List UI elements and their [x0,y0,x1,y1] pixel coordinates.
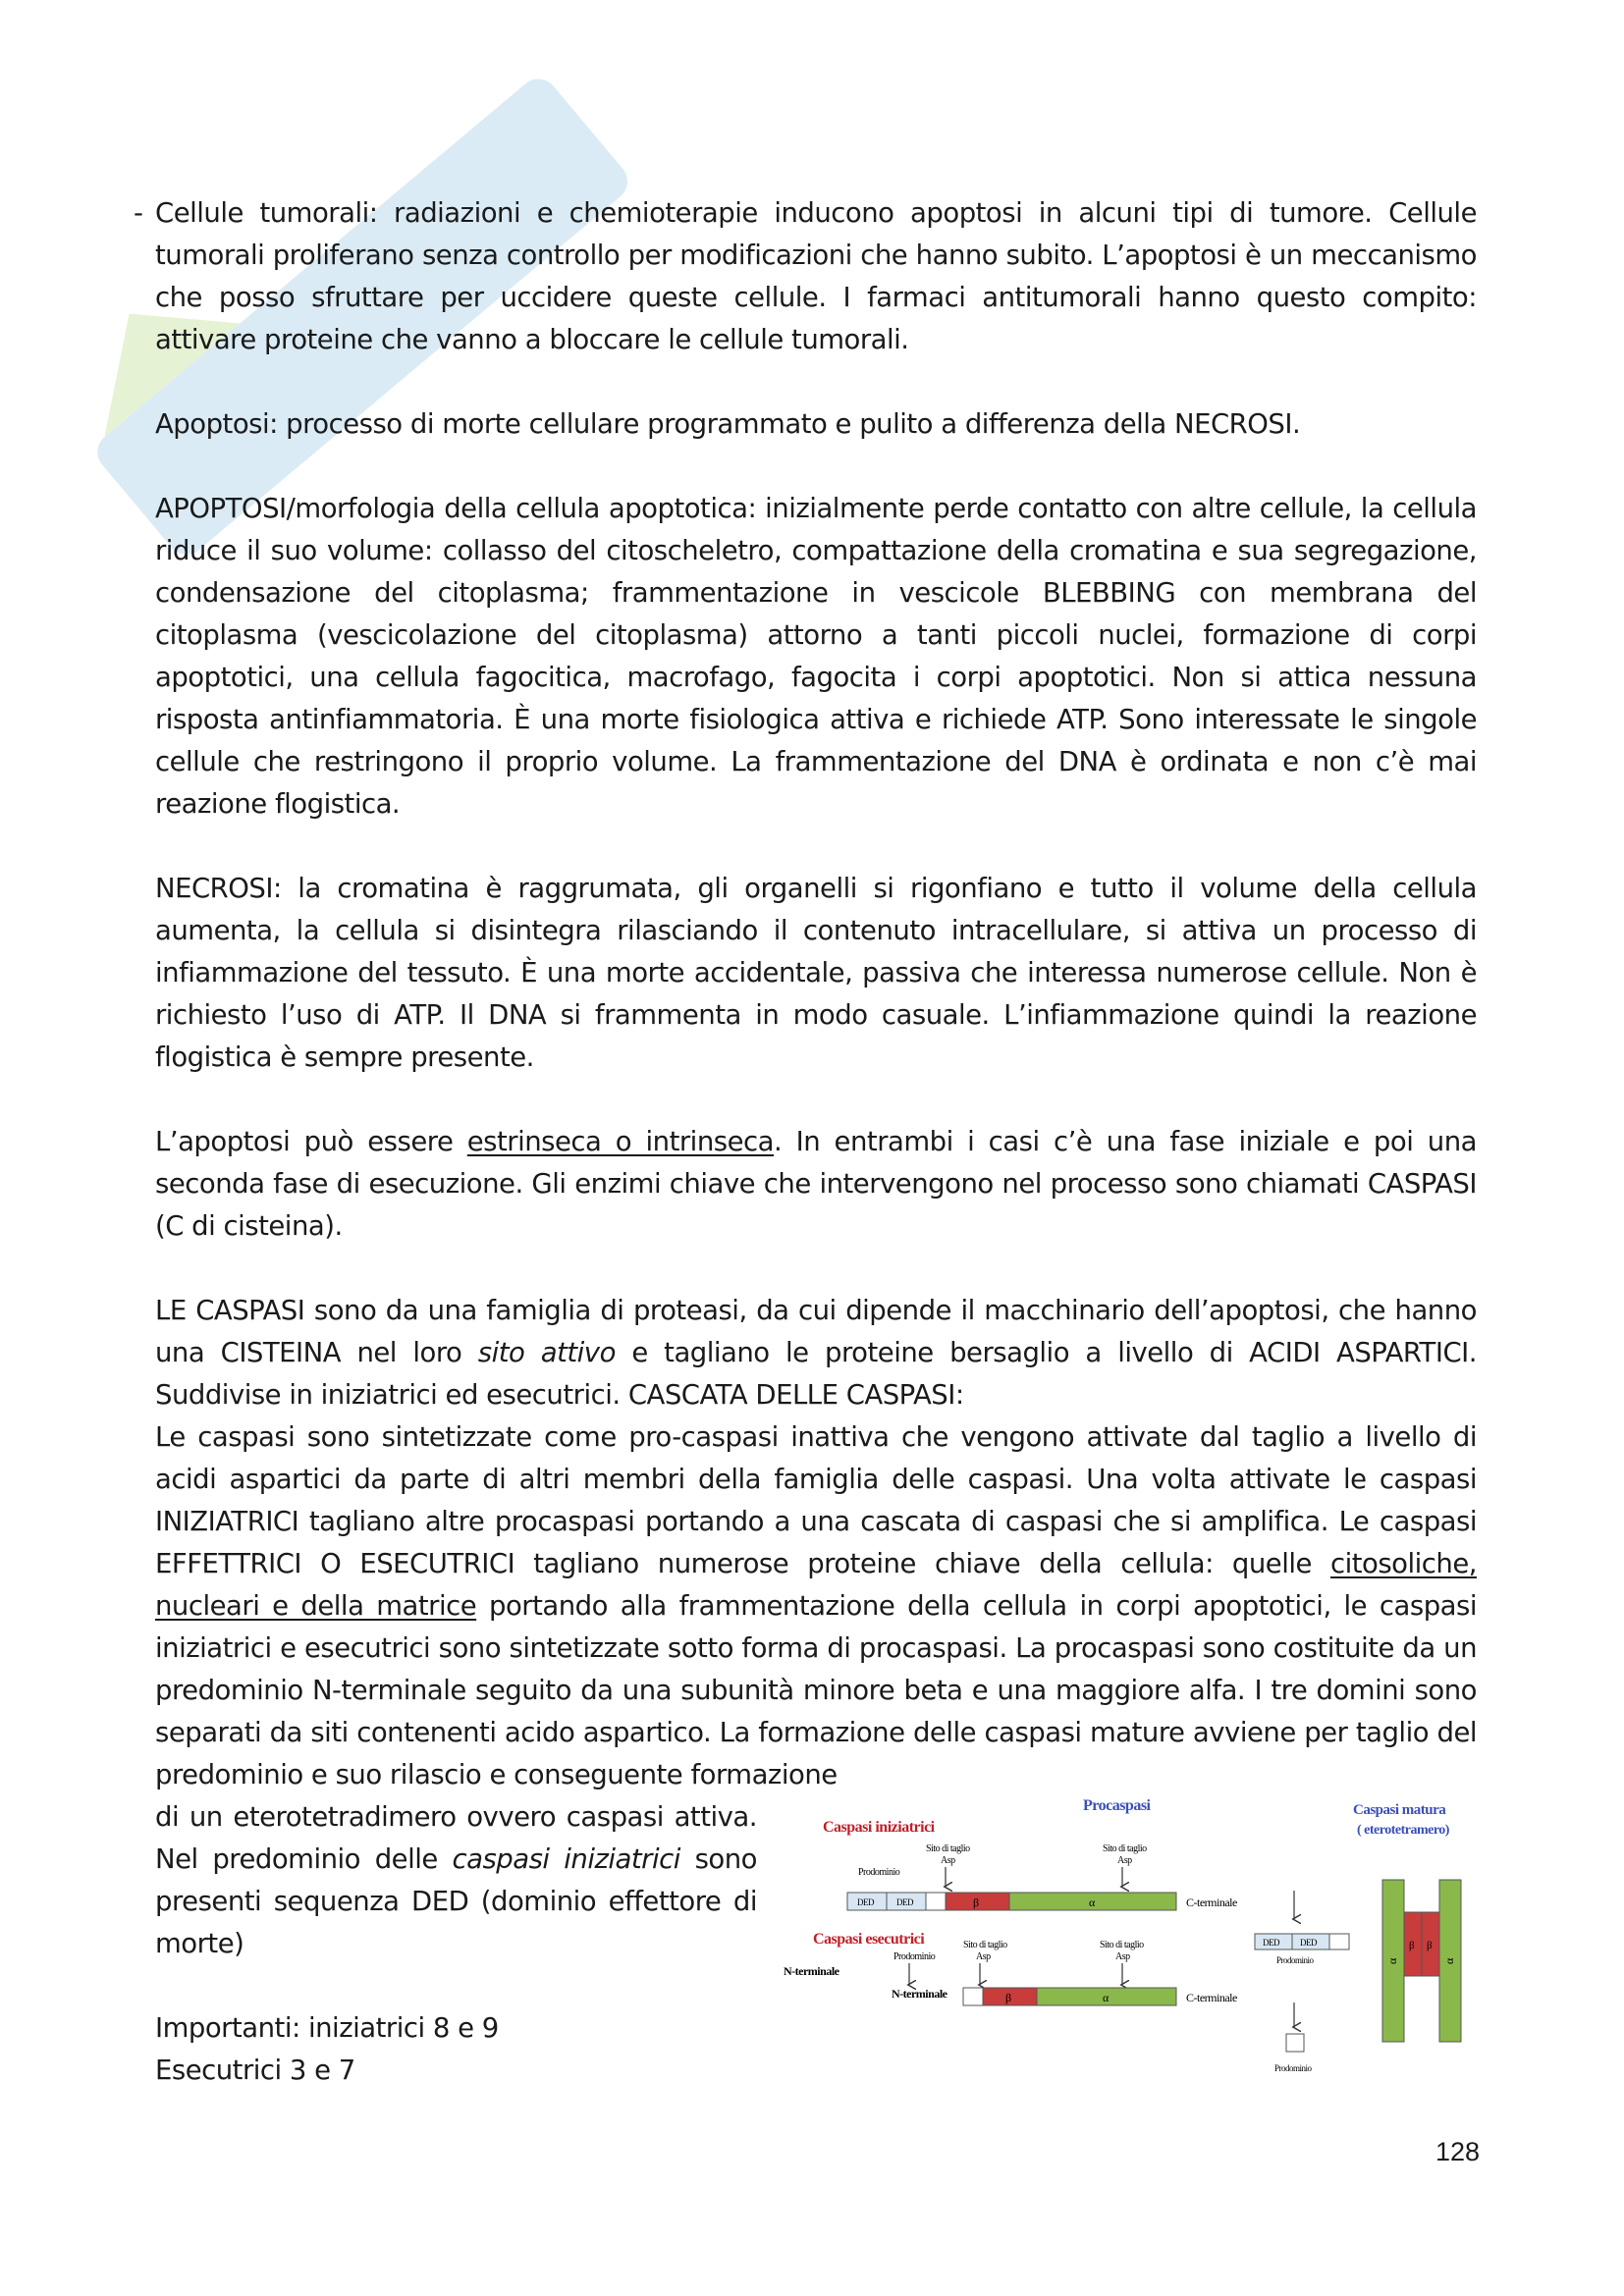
svg-text:α: α [1385,1958,1399,1964]
sito-taglio-4: Sito di taglio [1100,1940,1144,1950]
italic-initiator-caspases: caspasi iniziatrici [452,1843,680,1875]
diagram-title-iniziatrici: Caspasi iniziatrici [823,1819,935,1836]
paragraph-necrosis: NECROSI: la cromatina è raggrumata, gli organelli si rigonfiano e tutto il volume della cellula aumenta, la cellula si disintegra rilasciando il contenuto intracellulare, si attiva un processo di infiammazione del tessuto. È una morte accidentale, passiva che interessa numerose cellule. Non è richiesto l’uso di ATP. Il DNA si frammenta in modo casuale. L’infiammazione quindi la reazione flogistica è sempre presente. [155,873,1477,1073]
svg-text:α: α [1442,1958,1456,1964]
paragraph-heterotetramer: di un eterotetradimero ovvero caspasi attiva. Nel predominio delle caspasi iniziatrici sono presenti sequenza DED (dominio effettore di morte) [155,1801,757,1959]
svg-text:DED: DED [1263,1938,1279,1948]
linker-cleaved [1329,1934,1349,1949]
underlined-protein-targets: citosoliche, nucleari e della matrice [155,1548,1477,1622]
prodomain-box [963,1988,983,2005]
procaspase-diagram [784,1796,1481,2091]
underlined-extrinsic-intrinsic: estrinseca o intrinseca [466,1126,774,1157]
diagram-title-matura-sub: ( eterotetramero) [1357,1823,1449,1838]
svg-text:DED: DED [896,1897,913,1907]
sito-taglio-1: Sito di taglio [926,1843,970,1854]
asp-4: Asp [1115,1951,1130,1962]
prodominio-label-3: Prodominio [1276,1955,1314,1965]
paragraph-caspase-cascade: Le caspasi sono sintetizzate come pro-caspasi inattiva che vengono attivate dal taglio a livello di acidi aspartici da parte di altri membri della famiglia delle caspasi. Una volta attivate le caspasi INIZIATRICI tagliano altre procaspasi portando a una cascata di caspasi che si amplifica. Le caspasi EFFETTRICI O ESECUTRICI tagliano numerose proteine chiave della cellula: quelle citosoliche, nucleari e della matrice portando alla frammentazione della cellula in corpi apoptotici, le caspasi iniziatrici e esecutrici sono sintetizzate sotto forma di procaspasi. La procaspasi sono costituite da un predominio N-terminale seguito da una subunità minore beta e una maggiore alfa. I tre domini sono separati da siti contenenti acido aspartico. La formazione delle caspasi mature avviene per taglio del predominio e suo rilascio e conseguente formazione [155,1421,1477,1790]
diagram-section [155,1796,1477,2092]
diagram-title-procaspasi: Procaspasi [1083,1797,1151,1814]
prodominio-label-1: Prodominio [858,1867,900,1878]
svg-text:α: α [1103,1991,1109,2004]
paragraph-apoptosis-types: L’apoptosi può essere estrinseca o intrinseca. In entrambi i casi c’è una fase iniziale e poi una seconda fase di esecuzione. Gli enzimi chiave che intervengono nel processo sono chiamati CASPASI (C di cisteina). [155,1126,1477,1242]
svg-text:β: β [1409,1940,1415,1951]
linker-1 [926,1893,946,1910]
n-terminale-2: N-terminale [892,1987,947,2001]
released-prodomain [1286,2034,1304,2052]
svg-text:β: β [1005,1991,1011,2004]
asp-3: Asp [976,1951,991,1962]
page-number: 128 [1435,2137,1481,2166]
sito-taglio-3: Sito di taglio [963,1940,1007,1950]
n-terminale-left: N-terminale [784,1964,839,1978]
italic-active-site: sito attivo [477,1337,616,1368]
paragraph-apoptosis-definition: Apoptosi: processo di morte cellulare programmato e pulito a differenza della NECROSI. [155,408,1301,440]
paragraph-apoptosis-morphology: APOPTOSI/morfologia della cellula apoptotica: inizialmente perde contatto con altre cellule, la cellula riduce il suo volume: collasso del citoscheletro, compattazione della cromatina e sua segregazione, condensazione del citoplasma; frammentazione in vescicole BLEBBING con membrana del citoplasma (vescicolazione del citoplasma) attorno a tanti piccoli nuclei, formazione di corpi apoptotici, una cellula fagocitica, macrofago, fagocita i corpi apoptotici. Non si attica nessuna risposta antinfiammatoria. È una morte fisiologica attiva e richiede ATP. Sono interessate le singole cellule che restringono il proprio volume. La frammentazione del DNA è ordinata e non c’è mai reazione flogistica. [155,493,1477,820]
c-terminale-1: C-terminale [1186,1896,1237,1909]
asp-1: Asp [941,1855,955,1866]
svg-text:DED: DED [857,1897,874,1907]
svg-text:β: β [973,1896,979,1909]
svg-text:β: β [1427,1940,1433,1951]
svg-text:DED: DED [1300,1938,1317,1948]
list-dash: - [134,197,143,229]
prodominio-label-4: Prodominio [1274,2063,1312,2073]
diagram-title-esecutrici: Caspasi esecutrici [813,1931,925,1948]
important-line-2: Esecutrici 3 e 7 [155,2055,355,2086]
prodominio-label-2: Prodominio [893,1951,936,1962]
important-line-1: Importanti: iniziatrici 8 e 9 [155,2012,499,2044]
c-terminale-2: C-terminale [1186,1991,1237,2004]
paragraph-tumor-cells: - Cellule tumorali: radiazioni e chemioterapie inducono apoptosi in alcuni tipi di tumore. Cellule tumorali proliferano senza controllo per modificazioni che hanno subito. L’apoptosi è un meccanismo che posso sfruttare per uccidere queste cellule. I farmaci antitumorali hanno questo compito: attivare proteine che vanno a bloccare le cellule tumorali. [155,192,1477,361]
diagram-title-matura: Caspasi matura [1353,1802,1446,1818]
asp-2: Asp [1117,1855,1132,1866]
page-body [134,192,1477,2092]
paragraph-caspases: LE CASPASI sono da una famiglia di proteasi, da cui dipende il macchinario dell’apoptosi, che hanno una CISTEINA nel loro sito attivo e tagliano le proteine bersaglio a livello di ACIDI ASPARTICI. Suddivise in iniziatrici ed esecutrici. CASCATA DELLE CASPASI: [155,1295,1477,1411]
sito-taglio-2: Sito di taglio [1103,1843,1147,1854]
svg-text:α: α [1089,1896,1095,1909]
